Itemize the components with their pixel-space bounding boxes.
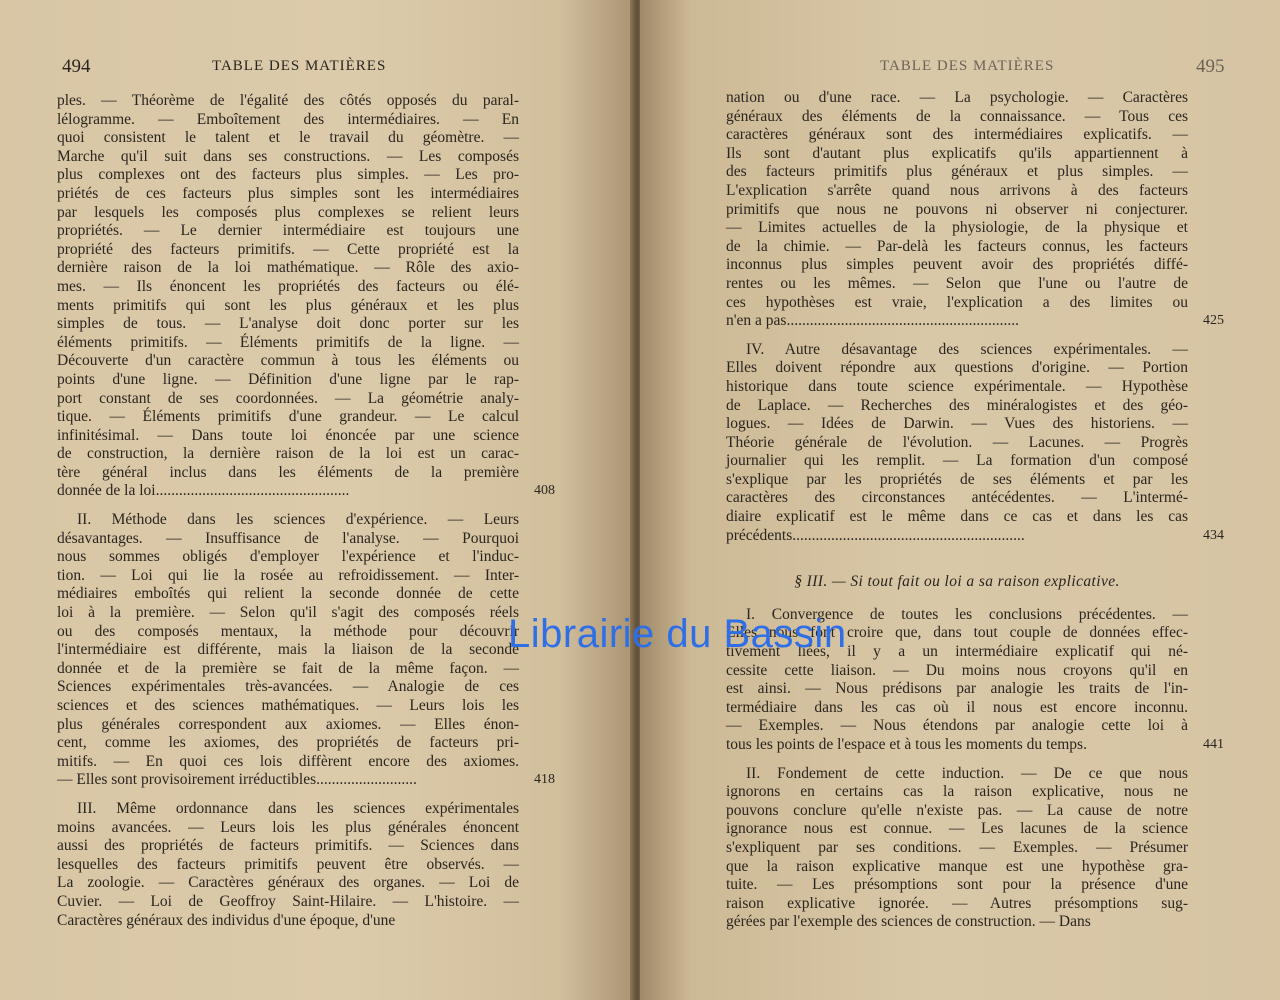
toc-line: Elles doivent répondre aux questions d'origine. — Portion (726, 359, 1188, 377)
toc-line: termédiaire dans les cas où il nous est encore inconnu. (726, 698, 1188, 716)
toc-line: lélogramme. — Emboîtement des intermédiaires. — En (57, 110, 519, 128)
toc-line: s'explique par les propriétés de ses éléments et par les (726, 470, 1188, 488)
toc-line: diaire explicatif est le même dans ce cas et dans les cas (726, 508, 1188, 526)
toc-line: Caractères généraux des individus d'une époque, d'une (57, 911, 396, 929)
left-page-body (57, 92, 555, 940)
toc-line: généraux des éléments de la connaissance. — Tous ces (726, 107, 1188, 125)
toc-line: lesquelles des facteurs primitifs peuvent être observés. — (57, 855, 519, 873)
toc-line: propriété des facteurs primitifs. — Cette propriété est la (57, 240, 519, 258)
toc-line: moins avancées. — Leurs lois les plus générales énoncent (57, 818, 519, 836)
toc-line: III. Même ordonnance dans les sciences expérimentales (77, 799, 519, 817)
toc-line: est ainsi. — Nous prédisons par analogie les traits de l'in- (726, 680, 1188, 698)
toc-line: L'explication s'arrête quand nous arrivons à des facteurs (726, 181, 1188, 199)
toc-line: mitifs. — En quoi ces lois diffèrent encore des axiomes. (57, 752, 519, 770)
toc-page-ref: 441 (1203, 737, 1224, 752)
toc-line: mes. — Ils énoncent les propriétés des facteurs ou élé- (57, 277, 519, 295)
toc-line: de Laplace. — Recherches des minéralogistes et des géo- (726, 396, 1188, 414)
toc-line: par lesquels les composés plus complexes se relient leurs (57, 203, 519, 221)
toc-line: donnée et de la première se fait de la même façon. — (57, 659, 519, 677)
toc-line: rentes ou les mêmes. — Selon que l'une ou l'autre de (726, 274, 1188, 292)
toc-line: — Limites actuelles de la physiologie, de la physique et (726, 219, 1188, 237)
toc-entry (726, 765, 1188, 932)
toc-entry (726, 340, 1224, 546)
toc-page-ref: 434 (1203, 527, 1224, 543)
toc-line: priétés de ces facteurs plus simples sont les intermédiaires (57, 184, 519, 202)
toc-line: nous sommes obligés d'employer l'expérience et l'induc- (57, 548, 519, 566)
toc-line: que la raison explicative manque est une hypothèse gra- (726, 857, 1188, 875)
toc-line: sciences et des sciences mathématiques. — Leurs lois les (57, 697, 519, 714)
toc-line: précédents............................................................ (726, 526, 1025, 544)
toc-line: médiaires emboîtés qui relient la seconde donnée de cette (57, 585, 519, 603)
toc-line: cessite cette liaison. — Du moins nous croyons qu'il en (726, 661, 1188, 679)
toc-line: dernière raison de la loi mathématique. — Rôle des axio- (57, 259, 519, 277)
toc-line: historique dans toute science expérimentale. — Hypothèse (726, 377, 1188, 395)
toc-line: simples de tous. — L'analyse doit donc porter sur les (57, 315, 519, 333)
toc-line: cent, comme les axiomes, des propriétés de facteurs pri- (57, 734, 519, 752)
toc-line: primitifs que nous ne pouvons ni observer ni conjecturer. (726, 200, 1188, 218)
toc-line: port constant de ses coordonnées. — La géométrie analy- (57, 389, 519, 407)
toc-line: propriétés. — Le dernier intermédiaire est toujours une (57, 222, 519, 240)
toc-line: II. Fondement de cette induction. — De ce que nous (746, 764, 1188, 782)
toc-line: s'expliquent par ses conditions. — Exemples. — Présumer (726, 838, 1188, 856)
toc-entry (57, 92, 555, 501)
toc-line: Cuvier. — Loi de Geoffroy Saint-Hilaire. — L'histoire. — (57, 892, 519, 910)
left-page (0, 0, 636, 1000)
toc-entry (57, 800, 519, 930)
right-page-header: TABLE DES MATIÈRES (880, 58, 1055, 74)
toc-line: plus complexes ont des facteurs plus simples. — Les pro- (57, 166, 519, 184)
toc-line: gérées par l'exemple des sciences de construction. — Dans (726, 913, 1091, 931)
toc-line: ments primitifs qui sont les plus généraux et les plus (57, 296, 519, 314)
toc-line: loi à la première. — Selon qu'il s'agit des composés réels (57, 604, 519, 622)
toc-line: — Exemples. — Nous étendons par analogie cette loi à (726, 717, 1188, 735)
right-page (640, 0, 1280, 1000)
toc-line: tion. — Loi qui lie la rosée au refroidissement. — Inter- (57, 566, 519, 584)
toc-line: ignorons en certains cas la raison explicative, nous ne (726, 783, 1188, 801)
toc-line: de construction, la dernière raison de la loi est un carac- (57, 445, 519, 463)
right-page-number: 495 (1196, 56, 1225, 77)
toc-line: plus générales correspondent aux axiomes. — Elles énon- (57, 715, 519, 733)
left-page-header: TABLE DES MATIÈRES (212, 58, 387, 74)
toc-line: de la chimie. — Par-delà les facteurs connus, les facteurs (726, 237, 1188, 255)
toc-line: La zoologie. — Caractères généraux des organes. — Loi de (57, 874, 519, 892)
toc-line: désavantages. — Insuffisance de l'analyse. — Pourquoi (57, 529, 519, 547)
toc-line: pouvons conclure qu'elle n'existe pas. — La cause de notre (726, 801, 1188, 819)
toc-page-ref: 425 (1203, 313, 1224, 329)
toc-line: II. Méthode dans les sciences d'expérience. — Leurs (77, 511, 519, 529)
toc-line: Théorie générale de l'évolution. — Lacunes. — Progrès (726, 433, 1188, 451)
toc-line: journalier qui les remplit. — La formation d'un composé (726, 452, 1188, 470)
section-title: § III. — Si tout fait ou loi a sa raison explicative. (794, 573, 1120, 591)
toc-line: points d'une ligne. — Définition d'une ligne par le rap- (57, 370, 519, 388)
toc-line: tique. — Éléments primitifs d'une grandeur. — Le calcul (57, 408, 519, 426)
toc-line: infinitésimal. — Dans toute loi énoncée par une science (57, 426, 519, 444)
toc-line: ces hypothèses est vraie, l'explication a des limites ou (726, 293, 1188, 311)
toc-line: Sciences expérimentales très-avancées. — Analogie de ces (57, 678, 519, 696)
toc-line: caractères généraux sont des intermédiaires explicatifs. — (726, 126, 1188, 144)
toc-line: logues. — Idées de Darwin. — Vues des historiens. — (726, 415, 1188, 433)
toc-line: Découverte d'un caractère commun à tous les éléments ou (57, 352, 519, 370)
toc-line: n'en a pas............................................................ (726, 312, 1019, 330)
toc-line: inconnus plus simples peuvent avoir des propriétés diffé- (726, 256, 1188, 274)
toc-entry (57, 511, 555, 790)
toc-line: éléments primitifs. — Éléments primitifs de la ligne. — (57, 333, 519, 351)
toc-line: — Elles sont provisoirement irréductibles.......................... (57, 771, 417, 789)
toc-line: nation ou d'une race. — La psychologie. — Caractères (726, 89, 1188, 106)
toc-line: ples. — Théorème de l'égalité des côtés opposés du paral- (57, 92, 519, 109)
toc-line: ignorance nous est connue. — Les lacunes de la science (726, 820, 1188, 838)
toc-line: Ils sont d'autant plus explicatifs qu'ils appartiennent à (726, 144, 1188, 162)
toc-line: l'intermédiaire est différente, mais la liaison de la seconde (57, 641, 519, 659)
toc-line: tuite. — Les présomptions sont pour la présence d'une (726, 876, 1188, 894)
toc-line: tous les points de l'espace et à tous les moments du temps. (726, 736, 1087, 753)
toc-line: ou des composés mentaux, la méthode pour découvrir (57, 622, 519, 640)
right-page-body (726, 89, 1224, 942)
toc-line: aussi des propriétés de facteurs primitifs. — Sciences dans (57, 837, 519, 855)
toc-page-ref: 418 (534, 772, 555, 788)
toc-line: Elles nous font croire que, dans tout couple de données effec- (726, 624, 1188, 642)
toc-line: des facteurs primitifs plus généraux et plus simples. — (726, 163, 1188, 181)
toc-page-ref: 408 (534, 483, 555, 499)
toc-line: IV. Autre désavantage des sciences expérimentales. — (746, 340, 1188, 358)
toc-line: raison explicative ignorée. — Autres présomptions sug- (726, 894, 1188, 912)
left-page-number: 494 (62, 56, 91, 77)
toc-line: quoi consistent le talent et le travail du géomètre. — (57, 129, 519, 147)
toc-entry (726, 89, 1224, 331)
toc-line: Marche qu'il suit dans ses constructions. — Les composés (57, 147, 519, 165)
toc-line: caractères des circonstances antécédentes. — L'intermé- (726, 489, 1188, 507)
watermark-text: Librairie du Bassin (508, 612, 847, 656)
toc-line: tivement liées, il y a un intermédiaire explicatif qui né- (726, 643, 1188, 661)
toc-line: donnée de la loi.................................................. (57, 482, 350, 500)
toc-line: tère général inclus dans les éléments de la première (57, 463, 519, 481)
toc-line: I. Convergence de toutes les conclusions précédentes. — (746, 605, 1188, 623)
